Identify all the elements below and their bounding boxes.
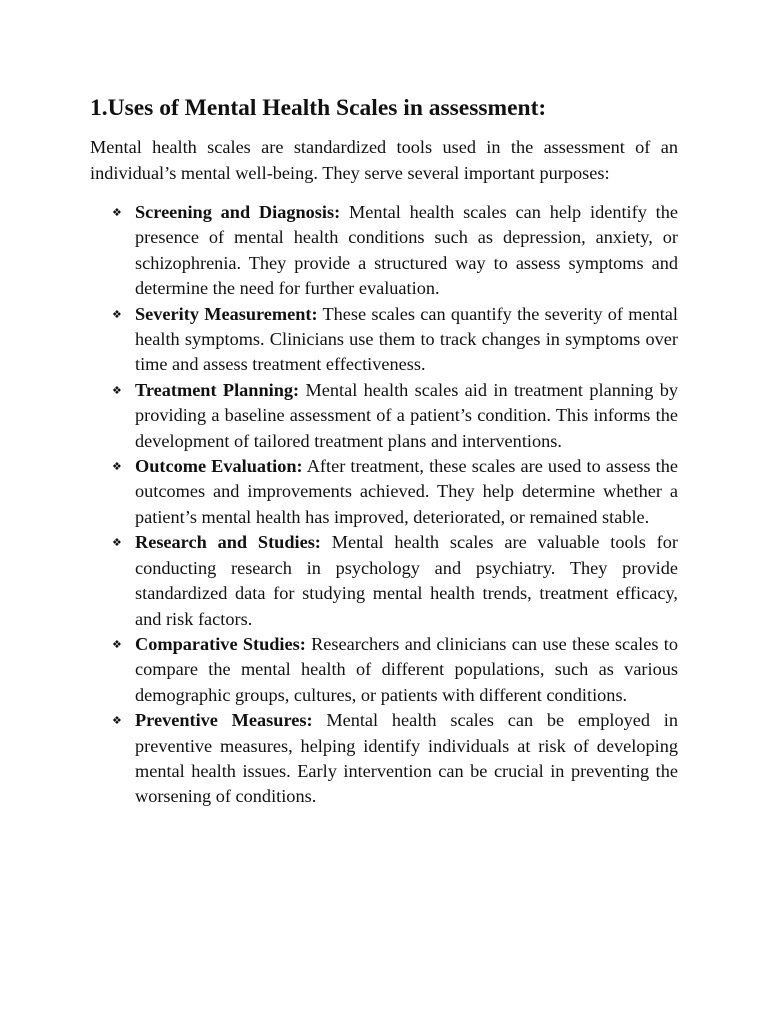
- list-item: [90, 530, 678, 632]
- item-text: After treatment, these scales are used to assess the outcomes and improvements achieved. They help determine whether a patient’s mental health has improved, deteriorated, or remained stable.: [135, 456, 678, 527]
- list-item: [90, 200, 678, 302]
- list-item: [90, 708, 678, 810]
- diamond-bullet-icon: ❖: [112, 307, 122, 321]
- page-title: 1.Uses of Mental Health Scales in assessment:: [90, 95, 547, 121]
- item-term: Comparative Studies:: [135, 633, 306, 654]
- item-text: Mental health scales can help identify the presence of mental health conditions such as depression, anxiety, or schizophrenia. They provide a structured way to assess symptoms and determine the need for further evaluation.: [135, 202, 678, 299]
- purposes-list: [90, 200, 678, 810]
- item-term: Preventive Measures:: [135, 710, 313, 731]
- item-text: Mental health scales are valuable tools for conducting research in psychology and psychiatry. They provide standardized data for studying mental health trends, treatment efficacy, and risk factors.: [135, 532, 679, 629]
- item-term: Treatment Planning:: [135, 379, 300, 400]
- item-term: Screening and Diagnosis:: [135, 202, 341, 222]
- diamond-bullet-icon: ❖: [112, 460, 122, 474]
- item-term: Severity Measurement:: [135, 303, 318, 324]
- item-term: Research and Studies:: [135, 532, 321, 553]
- item-text: These scales can quantify the severity of mental health symptoms. Clinicians use them to track changes in symptoms over time and assess treatment effectiveness.: [135, 303, 678, 375]
- list-item: [90, 454, 678, 530]
- diamond-bullet-icon: ❖: [112, 536, 122, 550]
- diamond-bullet-icon: ❖: [112, 637, 122, 651]
- item-text: Mental health scales aid in treatment planning by providing a baseline assessment of a patient’s condition. This informs the development of tailored treatment plans and interventions.: [135, 379, 678, 451]
- diamond-bullet-icon: ❖: [112, 206, 122, 219]
- list-item: [90, 302, 678, 378]
- list-item: [90, 632, 678, 708]
- intro-paragraph: Mental health scales are standardized tools used in the assessment of an individual’s mental well-being. They serve several important purposes:: [90, 137, 678, 183]
- diamond-bullet-icon: ❖: [112, 383, 122, 397]
- item-term: Outcome Evaluation:: [135, 456, 303, 477]
- list-item: [90, 378, 678, 454]
- item-text: Mental health scales can be employed in preventive measures, helping identify individuals at risk of developing mental health issues. Early intervention can be crucial in preventing the worsening of conditions.: [135, 710, 678, 807]
- item-text: Researchers and clinicians can use these scales to compare the mental health of different populations, such as various demographic groups, cultures, or patients with different conditions.: [135, 633, 678, 705]
- diamond-bullet-icon: ❖: [112, 714, 122, 728]
